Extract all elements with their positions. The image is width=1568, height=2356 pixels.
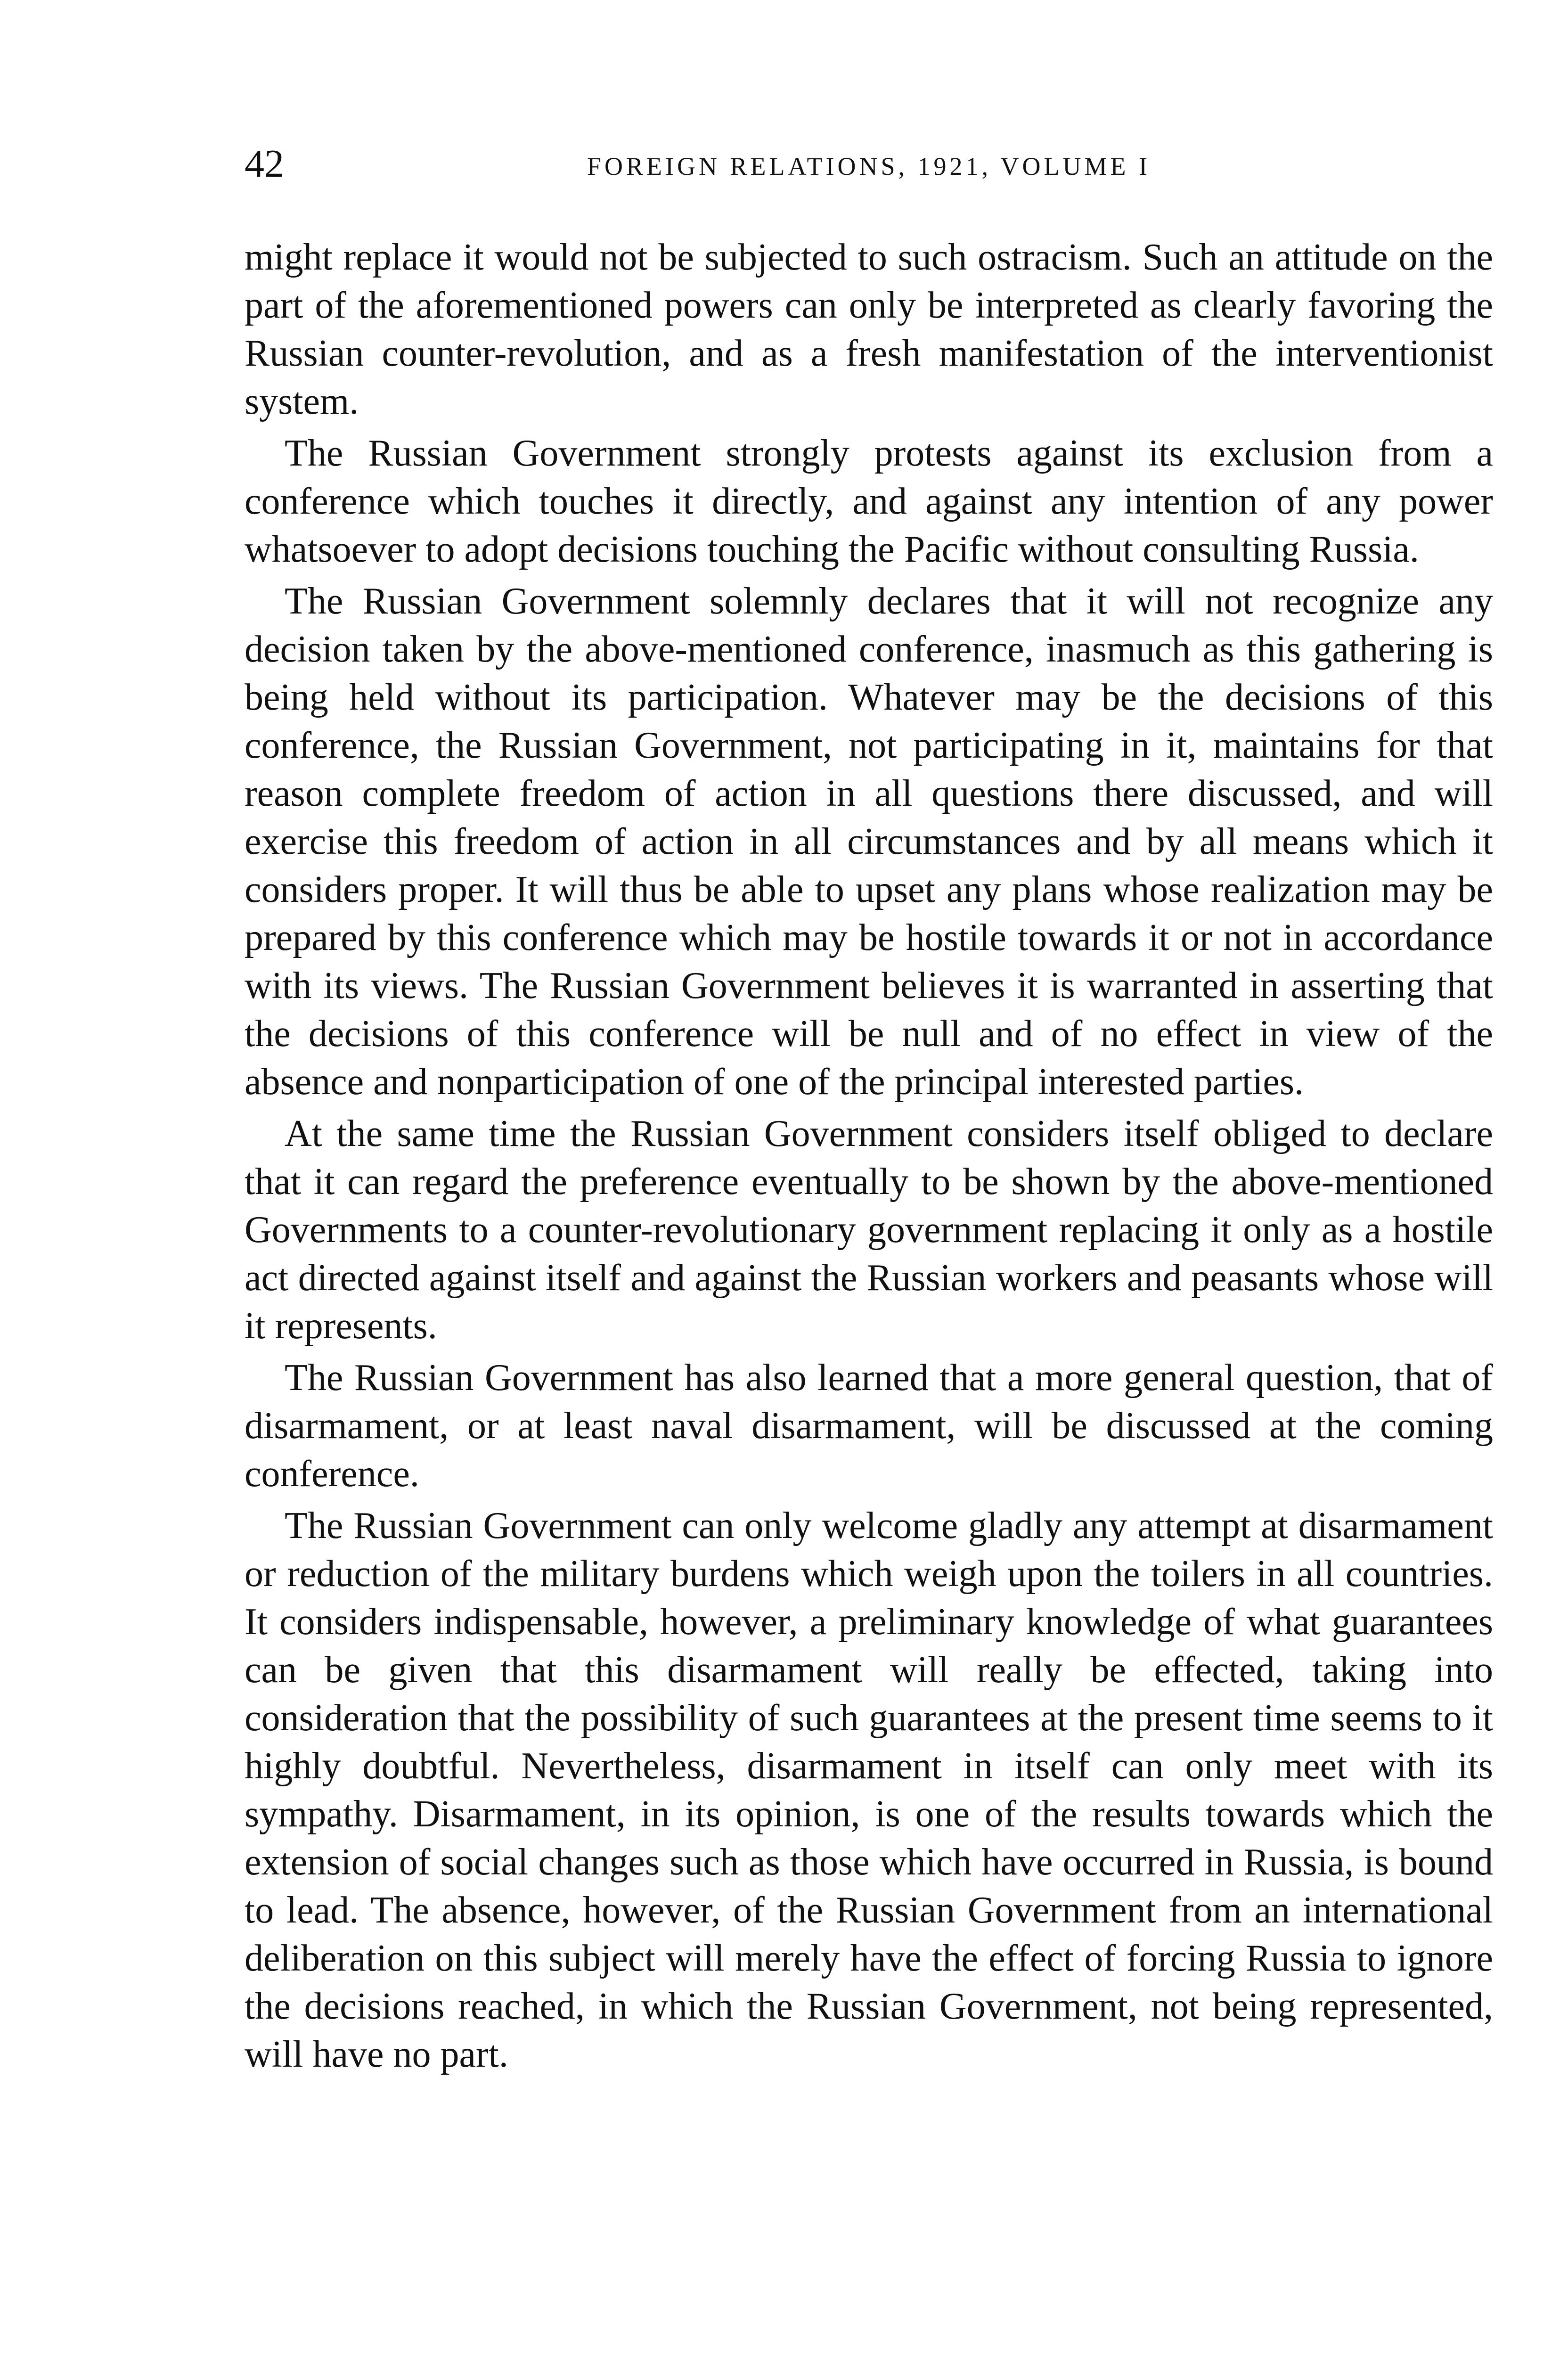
paragraph: At the same time the Russian Government considers itself obliged to declare that it can regard the preference eventually to be shown by the above-mentioned Governments to a counter-revolutionary government replacing it only as a hostile act directed against itself and against the Russian workers and peasants whose will it represents. [245, 1113, 1493, 1347]
paragraph: The Russian Government solemnly declares that it will not recognize any decision taken by the above-mentioned conference, inasmuch as this gathering is being held without its participation. Whatever may be the decisions of this conference, the Russian Government, not participating in it, maintains for that reason complete freedom of action in all questions there discussed, and will exercise this freedom of action in all circumstances and by all means which it considers proper. It will thus be able to upset any plans whose realization may be prepared by this conference which may be hostile towards it or not in accordance with its views. The Russian Government believes it is warranted in asserting that the decisions of this conference will be null and of no effect in view of the absence and nonparticipation of one of the principal interested parties. [245, 581, 1493, 1103]
paragraph: The Russian Government can only welcome gladly any attempt at disarmament or reduction of the military burdens which weigh upon the toilers in all countries. It considers indispensable, however, a preliminary knowledge of what guarantees can be given that this disarmament will really be effected, taking into consideration that the possibility of such guarantees at the present time seems to it highly doubtful. Nevertheless, disarmament in itself can only meet with its sympathy. Disarmament, in its opinion, is one of the results towards which the extension of social changes such as those which have occurred in Russia, is bound to lead. The absence, however, of the Russian Government from an international deliberation on this subject will merely have the effect of forcing Russia to ignore the decisions reached, in which the Russian Government, not being represented, will have no part. [245, 1505, 1493, 2075]
page-number: 42 [245, 142, 284, 186]
running-head [245, 136, 1493, 192]
paragraph-continued: might replace it would not be subjected to such ostracism. Such an attitude on the part of the aforementioned powers can only be interpreted as clearly favoring the Russian counter-revolution, and as a fresh manifestation of the interventionist system. [245, 237, 1493, 422]
running-head-title: FOREIGN RELATIONS, 1921, VOLUME I [587, 152, 1151, 180]
paragraph: The Russian Government strongly protests against its exclusion from a conference which touches it directly, and against any intention of any power whatsoever to adopt decisions touching the Pacific without consulting Russia. [245, 433, 1493, 570]
paragraph: The Russian Government has also learned that a more general question, that of disarmament, or at least naval disarmament, will be discussed at the coming conference. [245, 1357, 1493, 1495]
body-text [245, 233, 1493, 2082]
